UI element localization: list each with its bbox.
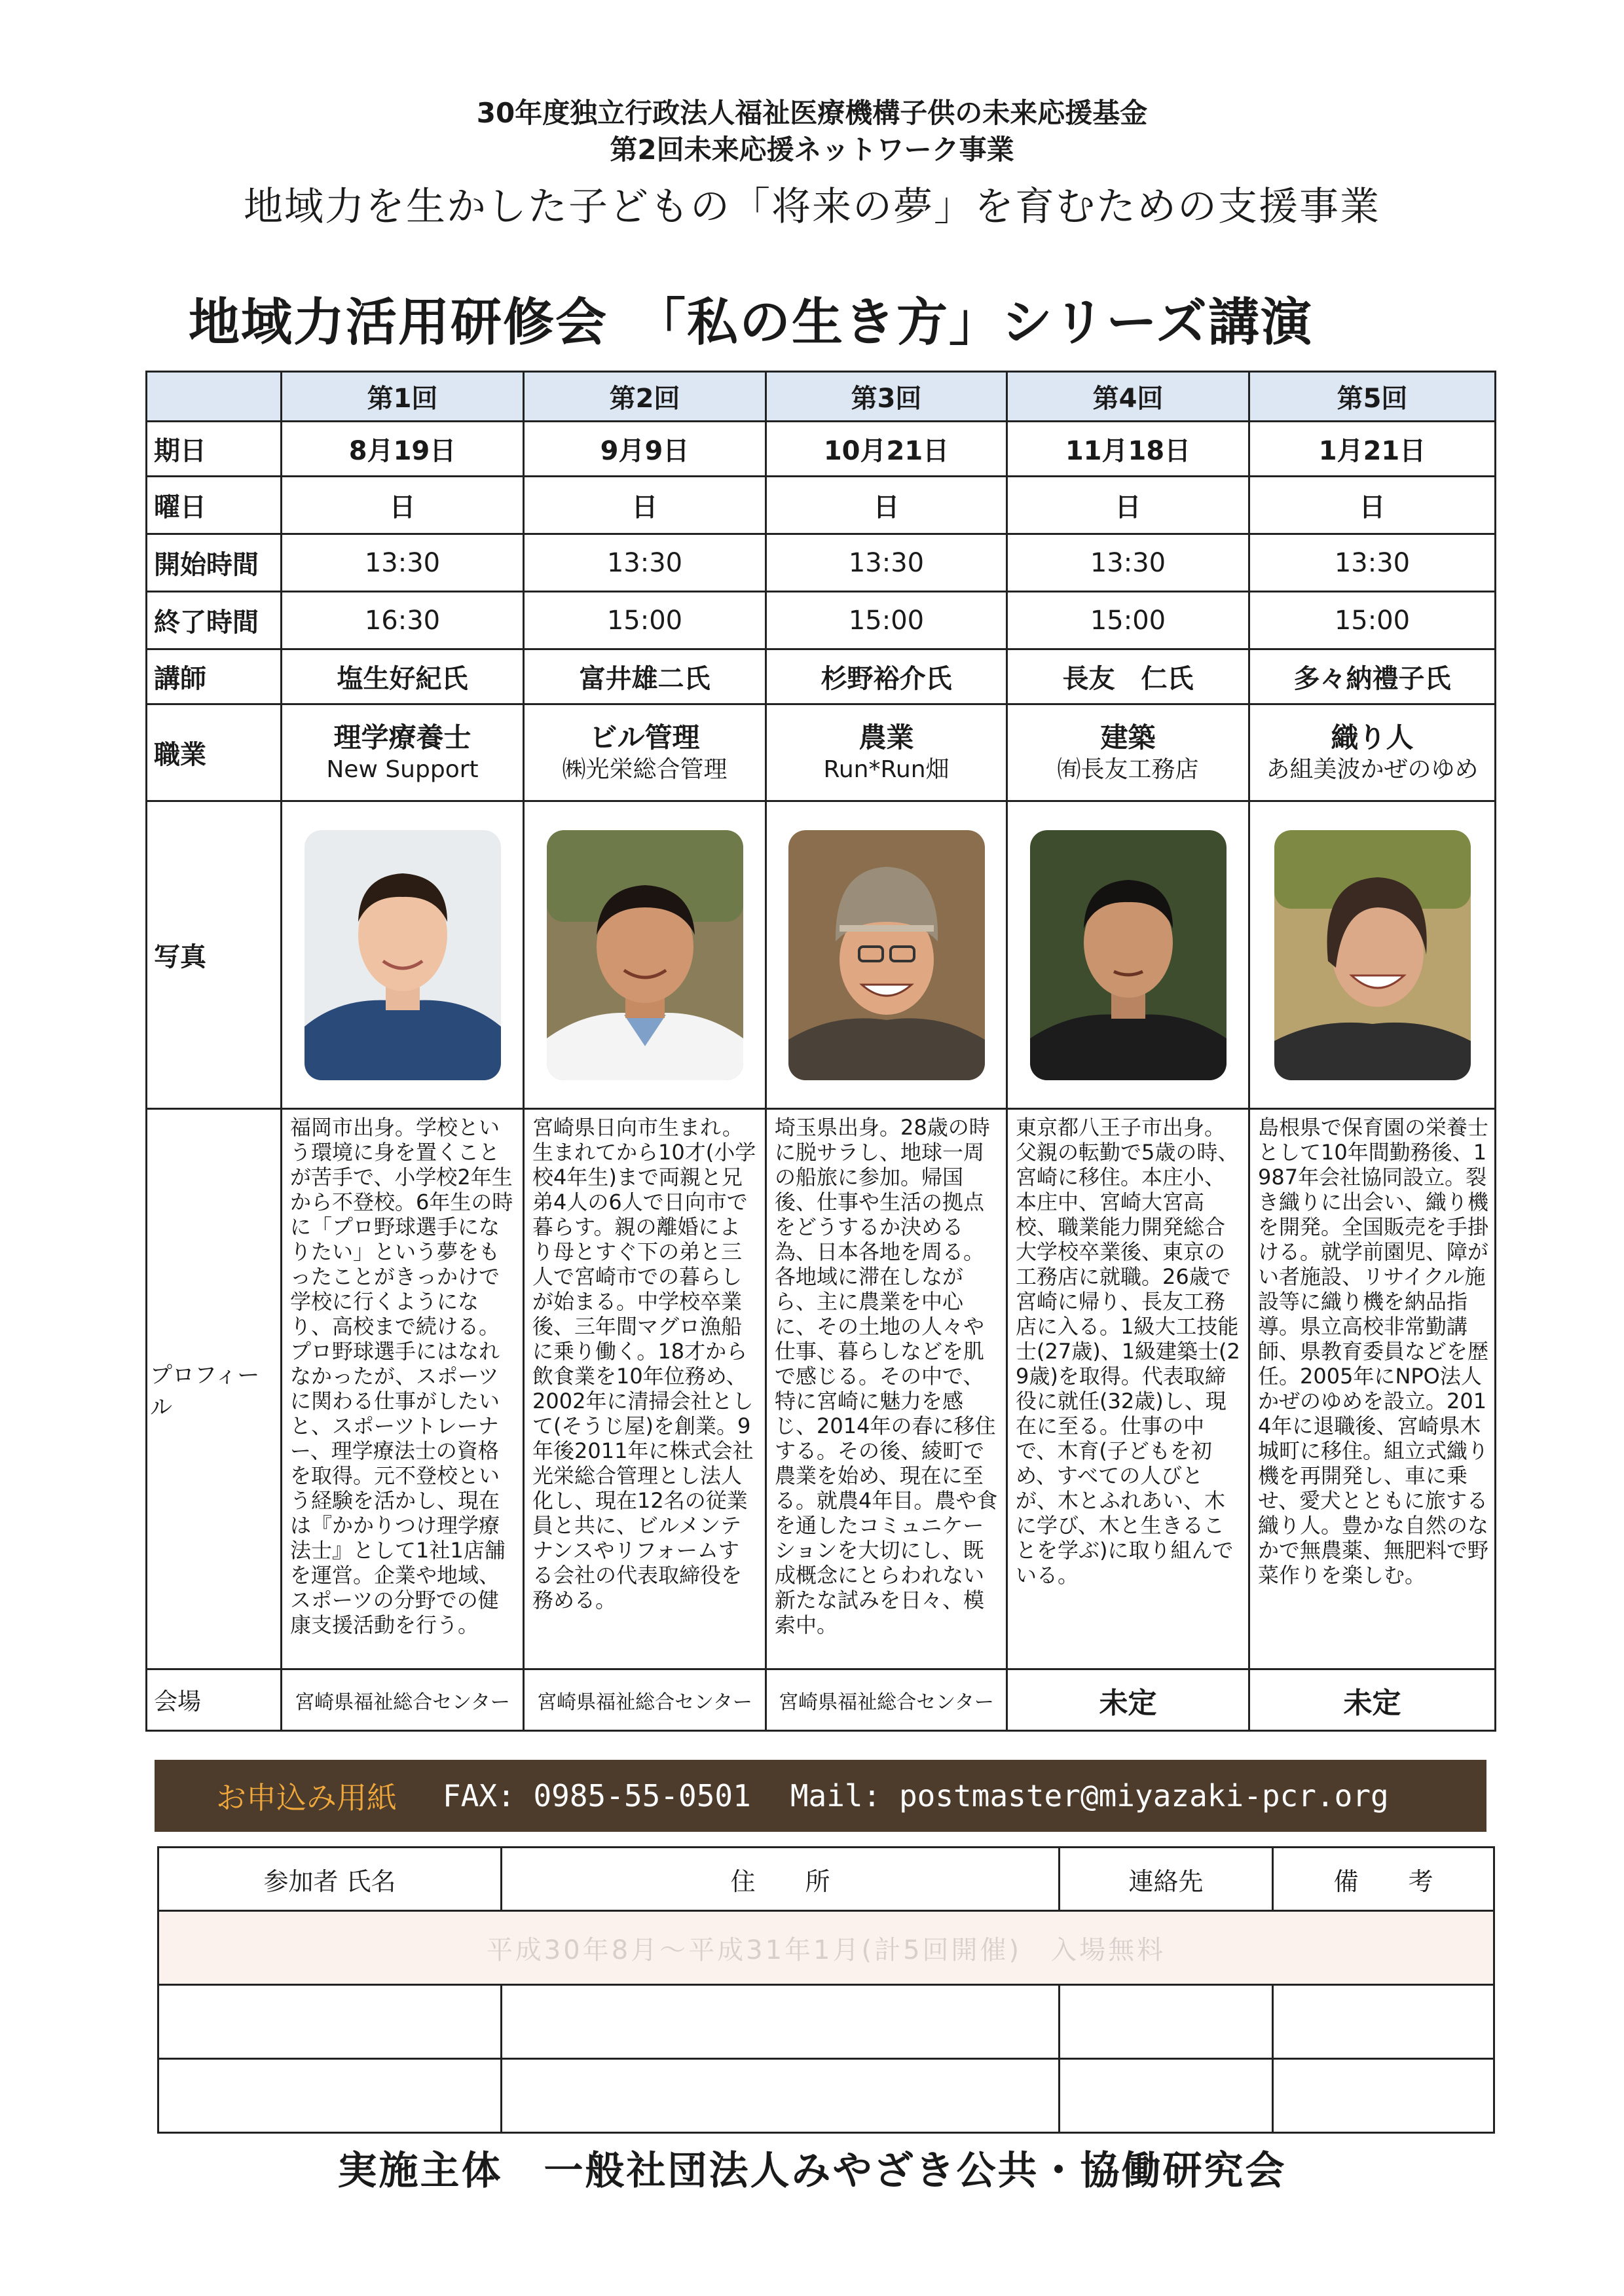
session-date: 1月21日: [1249, 422, 1496, 477]
lecturer-photo: [1030, 830, 1227, 1080]
row-label-lecturer: 講師: [147, 649, 282, 704]
session-date: 10月21日: [766, 422, 1007, 477]
lecturer-photo: [547, 830, 743, 1080]
row-label-occupation: 職業: [147, 704, 282, 801]
organizer: 実施主体 一般社団法人みやざき公共・協働研究会: [337, 2148, 1287, 2194]
session-start: 13:30: [1249, 534, 1496, 592]
row-label-date: 期日: [147, 422, 282, 477]
row-label-photo: 写真: [147, 801, 282, 1109]
occupation: 建築: [1100, 721, 1156, 754]
form-header-row: [158, 1848, 1494, 1911]
venue: 宮崎県福祉総合センター: [766, 1669, 1007, 1731]
venue-row: [147, 1669, 1496, 1731]
photo-cell: [524, 801, 766, 1109]
name-field[interactable]: [158, 1985, 502, 2059]
notes-field[interactable]: [1273, 2059, 1494, 2133]
form-header-name: 参加者 氏名: [158, 1848, 502, 1911]
occupation: 織り人: [1331, 721, 1414, 754]
session-weekday: 日: [766, 477, 1007, 534]
session-no: 第2回: [524, 372, 766, 422]
session-end: 16:30: [282, 592, 524, 649]
lecturer-name: 塩生好紀氏: [282, 649, 524, 704]
name-field[interactable]: [158, 2059, 502, 2133]
session-start: 13:30: [766, 534, 1007, 592]
photo-cell: [1007, 801, 1249, 1109]
form-row: [158, 1911, 1494, 1985]
form-header-contact: 連絡先: [1060, 1848, 1273, 1911]
row-label-venue: 会場: [147, 1669, 282, 1731]
session-no: 第1回: [282, 372, 524, 422]
profile-row: [147, 1109, 1496, 1669]
application-bar: [155, 1760, 1486, 1832]
organization: ㈲長友工務店: [1057, 756, 1199, 784]
venue: 宮崎県福祉総合センター: [524, 1669, 766, 1731]
session-date: 9月9日: [524, 422, 766, 477]
profile-text: 島根県で保育園の栄養士として10年間勤務後、1987年会社協同設立。裂き織りに出会い、織り機を開発。全国販売を手掛ける。就学前園児、障がい者施設、リサイクル施設等に織り機を納品指導。県立高校非常勤講師、県教育委員などを歴任。2005年にNPO法人かぜのゆめを設立。2014年に退職後、宮崎県木城町に移住。組立式織り機を再開発し、車に乗せ、愛犬とともに旅する織り人。豊かな自然のなかで無農薬、無肥料で野菜作りを楽しむ。: [1249, 1109, 1496, 1669]
lecturer-name: 多々納禮子氏: [1249, 649, 1496, 704]
session-weekday: 日: [282, 477, 524, 534]
occupation-cell: [1007, 704, 1249, 801]
session-end: 15:00: [524, 592, 766, 649]
row-label-profile: プロフィール: [147, 1109, 282, 1669]
session-start: 13:30: [282, 534, 524, 592]
contact-field[interactable]: [1060, 1985, 1273, 2059]
session-no: 第5回: [1249, 372, 1496, 422]
occupation: ビル管理: [589, 721, 700, 754]
session-no: 第3回: [766, 372, 1007, 422]
lecturer-name: 長友 仁氏: [1007, 649, 1249, 704]
start-row: [147, 534, 1496, 592]
organization: Run*Run畑: [823, 756, 950, 784]
occupation-cell: [282, 704, 524, 801]
contact-email: Mail: postmaster@miyazaki-pcr.org: [790, 1778, 1389, 1813]
session-header-row: [147, 372, 1496, 422]
session-start: 13:30: [524, 534, 766, 592]
profile-text: 宮崎県日向市生まれ。生まれてから10才(小学校4年生)まで両親と兄弟4人の6人で日向市で暮らす。親の離婚により母とすぐ下の弟と三人で宮崎市での暮らしが始まる。中学校卒業後、三年間マグロ漁船に乗り働く。18才から飲食業を10年位務め、2002年に清掃会社として(そうじ屋)を創業。9年後2011年に株式会社光栄総合管理とし法人化し、現在12名の従業員と共に、ビルメンテナンスやリフォームする会社の代表取締役を務める。: [524, 1109, 766, 1669]
occupation: 農業: [858, 721, 914, 754]
address-field[interactable]: [502, 2059, 1060, 2133]
occupation-cell: [1249, 704, 1496, 801]
lecturer-photo: [1274, 830, 1471, 1080]
row-label-start: 開始時間: [147, 534, 282, 592]
application-form: [157, 1846, 1495, 2134]
page-title: 地域力活用研修会 「私の生き方」シリーズ講演: [189, 293, 1314, 352]
ghost-text: 平成30年8月〜平成31年1月(計5回開催) 入場無料: [158, 1911, 1494, 1985]
session-date: 8月19日: [282, 422, 524, 477]
header-line1: 30年度独立行政法人福祉医療機構子供の未来応援基金: [476, 97, 1148, 129]
occupation-cell: [524, 704, 766, 801]
venue: 宮崎県福祉総合センター: [282, 1669, 524, 1731]
session-end: 15:00: [1007, 592, 1249, 649]
lecturer-photo: [788, 830, 985, 1080]
end-row: [147, 592, 1496, 649]
venue: 未定: [1007, 1669, 1249, 1731]
occupation-cell: [766, 704, 1007, 801]
form-row: [158, 1985, 1494, 2059]
lecturer-photo: [304, 830, 501, 1080]
profile-text: 東京都八王子市出身。父親の転勤で5歳の時、宮崎に移住。本庄小、本庄中、宮崎大宮高校、職業能力開発総合大学校卒業後、東京の工務店に就職。26歳で宮崎に帰り、長友工務店に入る。1級大工技能士(27歳)、1級建築士(29歳)を取得。代表取締役に就任(32歳)し、現在に至る。仕事の中で、木育(子どもを初め、すべての人びとが、木とふれあい、木に学び、木と生きることを学ぶ)に取り組んでいる。: [1007, 1109, 1249, 1669]
date-row: [147, 422, 1496, 477]
occupation-row: [147, 704, 1496, 801]
header-line2: 第2回未来応援ネットワーク事業: [610, 134, 1014, 166]
notes-field[interactable]: [1273, 1985, 1494, 2059]
profile-text: 埼玉県出身。28歳の時に脱サラし、地球一周の船旅に参加。帰国後、仕事や生活の拠点をどうするか決める為、日本各地を周る。各地域に滞在しながら、主に農業を中心に、その土地の人々や仕事、暮らしなどを肌で感じる。その中で、特に宮崎に魅力を感じ、2014年の春に移住する。その後、綾町で農業を始め、現在に至る。就農4年目。農や食を通したコミュニケーションを大切にし、既成概念にとらわれない新たな試みを日々、模索中。: [766, 1109, 1007, 1669]
contact-field[interactable]: [1060, 2059, 1273, 2133]
session-no: 第4回: [1007, 372, 1249, 422]
occupation: 理学療養士: [333, 721, 471, 754]
photo-cell: [1249, 801, 1496, 1109]
photo-cell: [766, 801, 1007, 1109]
profile-text: 福岡市出身。学校という環境に身を置くことが苦手で、小学校2年生から不登校。6年生の時に「プロ野球選手になりたい」という夢をもったことがきっかけで学校に行くようになり、高校まで続ける。プロ野球選手にはなれなかったが、スポーツに関わる仕事がしたいと、スポーツトレーナー、理学療法士の資格を取得。元不登校という経験を活かし、現在は『かかりつけ理学療法士』として1社1店舗を運営。企業や地域、スポーツの分野での健康支援活動を行う。: [282, 1109, 524, 1669]
organization: New Support: [326, 756, 479, 784]
organization: ㈱光栄総合管理: [562, 756, 728, 784]
form-header-address: 住 所: [502, 1848, 1060, 1911]
row-label-end: 終了時間: [147, 592, 282, 649]
corner-cell: [147, 372, 282, 422]
weekday-row: [147, 477, 1496, 534]
lecturer-name: 杉野裕介氏: [766, 649, 1007, 704]
fax-number: FAX: 0985-55-0501: [443, 1778, 751, 1813]
session-weekday: 日: [524, 477, 766, 534]
session-weekday: 日: [1249, 477, 1496, 534]
form-header-notes: 備 考: [1273, 1848, 1494, 1911]
session-start: 13:30: [1007, 534, 1249, 592]
schedule-table: [145, 371, 1496, 1732]
lecturer-row: [147, 649, 1496, 704]
session-weekday: 日: [1007, 477, 1249, 534]
session-end: 15:00: [1249, 592, 1496, 649]
row-label-weekday: 曜日: [147, 477, 282, 534]
organization: あ組美波かぜのゆめ: [1266, 756, 1479, 784]
lecturer-name: 富井雄二氏: [524, 649, 766, 704]
photo-cell: [282, 801, 524, 1109]
form-row: [158, 2059, 1494, 2133]
session-end: 15:00: [766, 592, 1007, 649]
address-field[interactable]: [502, 1985, 1060, 2059]
application-title: お申込み用紙: [216, 1780, 397, 1815]
venue: 未定: [1249, 1669, 1496, 1731]
header-subtitle: 地域力を生かした子どもの「将来の夢」を育むための支援事業: [244, 184, 1380, 230]
photo-row: [147, 801, 1496, 1109]
session-date: 11月18日: [1007, 422, 1249, 477]
